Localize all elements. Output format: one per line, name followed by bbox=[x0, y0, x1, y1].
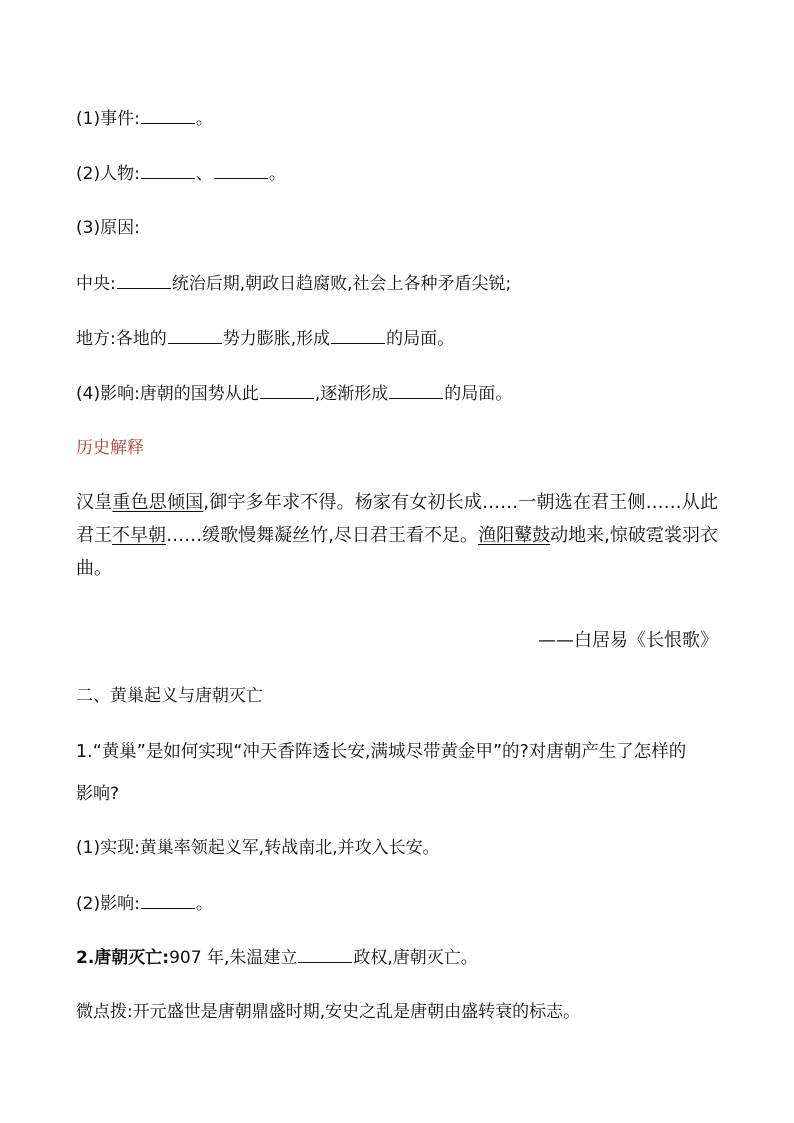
question-people: (2)人物: 、 。 bbox=[76, 161, 718, 186]
poem-source: ——白居易《长恨歌》 bbox=[538, 630, 718, 651]
answer-blank[interactable] bbox=[298, 945, 352, 963]
cause-local: 地方:各地的 势力膨胀,形成 的局面。 bbox=[76, 326, 718, 351]
section-heading: 二、黄巢起义与唐朝灭亡 bbox=[76, 686, 263, 706]
answer-blank[interactable] bbox=[141, 891, 195, 909]
question-2: 2.唐朝灭亡:907 年,朱温建立 政权,唐朝灭亡。 bbox=[76, 945, 718, 970]
answer-blank[interactable] bbox=[141, 106, 195, 124]
section-title-historical-explanation: 历史解释 bbox=[76, 438, 144, 458]
answer-blank[interactable] bbox=[260, 381, 314, 399]
cause-central: 中央: 统治后期,朝政日趋腐败,社会上各种矛盾尖锐; bbox=[76, 271, 718, 296]
answer-blank[interactable] bbox=[214, 161, 268, 179]
tip-note: 微点拨:开元盛世是唐朝鼎盛时期,安史之乱是唐朝由盛转衰的标志。 bbox=[76, 1002, 581, 1022]
question-1-cont: 影响? bbox=[76, 784, 120, 804]
answer-blank[interactable] bbox=[141, 161, 195, 179]
answer-blank[interactable] bbox=[389, 381, 443, 399]
question-1-answer-a: (1)实现:黄巢率领起义军,转战南北,并攻入长安。 bbox=[76, 838, 440, 858]
answer-blank[interactable] bbox=[331, 326, 385, 344]
question-impact: (4)影响:唐朝的国势从此 ,逐渐形成 的局面。 bbox=[76, 381, 718, 406]
question-event: (1)事件: 。 bbox=[76, 106, 718, 131]
answer-blank[interactable] bbox=[168, 326, 222, 344]
question-1: 1.“黄巢”是如何实现“冲天香阵透长安,满城尽带黄金甲”的?对唐朝产生了怎样的 bbox=[76, 742, 687, 762]
question-1-answer-b: (2)影响: 。 bbox=[76, 891, 718, 916]
question-cause: (3)原因: bbox=[76, 218, 140, 238]
answer-blank[interactable] bbox=[117, 271, 171, 289]
poem-quote: 汉皇重色思倾国,御宇多年求不得。杨家有女初长成……一朝选在君王侧……从此君王不早朝……缓歌慢舞凝丝竹,尽日君王看不足。渔阳鼙鼓动地来,惊破霓裳羽衣曲。 bbox=[76, 492, 718, 579]
